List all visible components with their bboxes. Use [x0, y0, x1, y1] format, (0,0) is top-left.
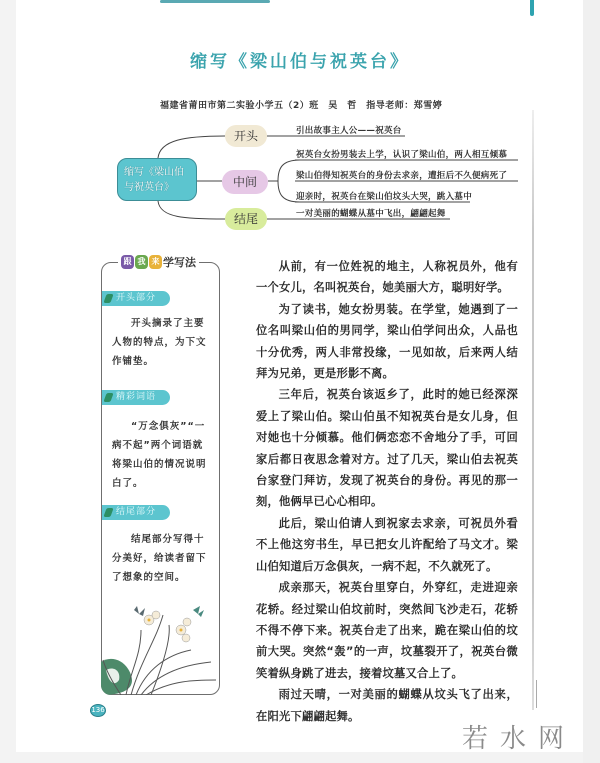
paragraph: 雨过天晴，一对美丽的蝴蝶从坟头飞了出来，在阳光下翩翩起舞。 [256, 688, 518, 723]
paragraph: 为了读书，她女扮男装。在学堂，她遇到了一位名叫梁山伯的男同学，梁山伯学问出众，人品也十分优秀，两人非常投缘，一见如故，后来两人结拜为兄弟，更是形影不离。 [256, 302, 518, 381]
watermark-divider [536, 680, 537, 708]
mind-map [0, 0, 600, 250]
watermark-logo: 若水网 [462, 724, 577, 754]
tip-text-ending: 结尾部分写得十分美好，给读者留下了想象的空间。 [112, 534, 207, 583]
paragraph: 三年后，祝英台该返乡了，此时的她已经深深爱上了梁山伯。梁山伯虽不知祝英台是女儿身，但对她也十分倾慕。他们俩恋恋不舍地分了手，可回家后都日夜思念着对方。过了几天，梁山伯去祝英台家登门拜访，发现了祝英台的身份。再见的那一刻，他俩早已心心相印。 [256, 388, 518, 509]
paragraph: 此后，梁山伯请人到祝家去求亲，可祝员外看不上他这穷书生，早已把女儿许配给了马文才。梁山伯知道后万念俱灰，一病不起，不久就死了。 [256, 516, 518, 573]
paragraph: 从前，有一位姓祝的地主，人称祝员外，他有一个女儿，名叫祝英台，她美丽大方，聪明好学。 [256, 260, 518, 295]
tip-text-opening: 开头摘录了主要人物的特点，为下文作铺垫。 [112, 318, 207, 367]
tip-text-words: “万念俱灰”“一病不起”两个词语就将梁山伯的情况说明白了。 [112, 421, 207, 489]
tip-label-ending: 结尾部分 [102, 505, 170, 520]
article-title: 缩写《梁山伯与祝英台》 [190, 52, 410, 72]
author-byline: 福建省莆田市第二实验小学五（2）班 吴 哲 指导老师：郑雪婷 [160, 101, 443, 111]
mind-map-node-end: 结尾 [225, 208, 267, 230]
header-chip: 我 [135, 255, 148, 269]
mind-map-text: 一对美丽的蝴蝶从墓中飞出，翩翩起舞 [296, 209, 446, 219]
tip-label-opening: 开头部分 [102, 291, 170, 306]
header-chip: 跟 [121, 255, 134, 269]
mind-map-text: 迎亲时，祝英台在梁山伯坟头大哭，跳入墓中 [296, 192, 473, 202]
mind-map-text: 梁山伯得知祝英台的身份去求亲，遭拒后不久便病死了 [296, 171, 508, 181]
header-chip: 来 [149, 255, 162, 269]
page-number: 136 [90, 704, 106, 717]
mind-map-root: 缩写《梁山伯与祝英台》 [117, 158, 197, 201]
article-body [256, 256, 518, 727]
flower-icon [101, 600, 220, 695]
mind-map-text: 祝英台女扮男装去上学，认识了梁山伯，两人相互倾慕 [296, 150, 508, 160]
writing-tips-title: 学写法 [163, 256, 196, 269]
mind-map-node-start: 开头 [225, 125, 267, 147]
mind-map-node-middle: 中间 [222, 170, 268, 194]
paragraph: 成亲那天，祝英台里穿白，外穿红，走进迎亲花轿。经过梁山伯坟前时，突然间飞沙走石，花轿不得不停下来。祝英台走了出来，跪在梁山伯的坟前大哭。突然“轰”的一声，坟墓裂开了，祝英台微笑着纵身跳了进去，接着坟墓又合上了。 [256, 581, 518, 680]
narcissus-illustration [101, 600, 220, 695]
mind-map-text: 引出故事主人公——祝英台 [296, 126, 402, 136]
tip-label-words: 精彩词语 [102, 390, 170, 405]
writing-tips-header [118, 253, 199, 271]
